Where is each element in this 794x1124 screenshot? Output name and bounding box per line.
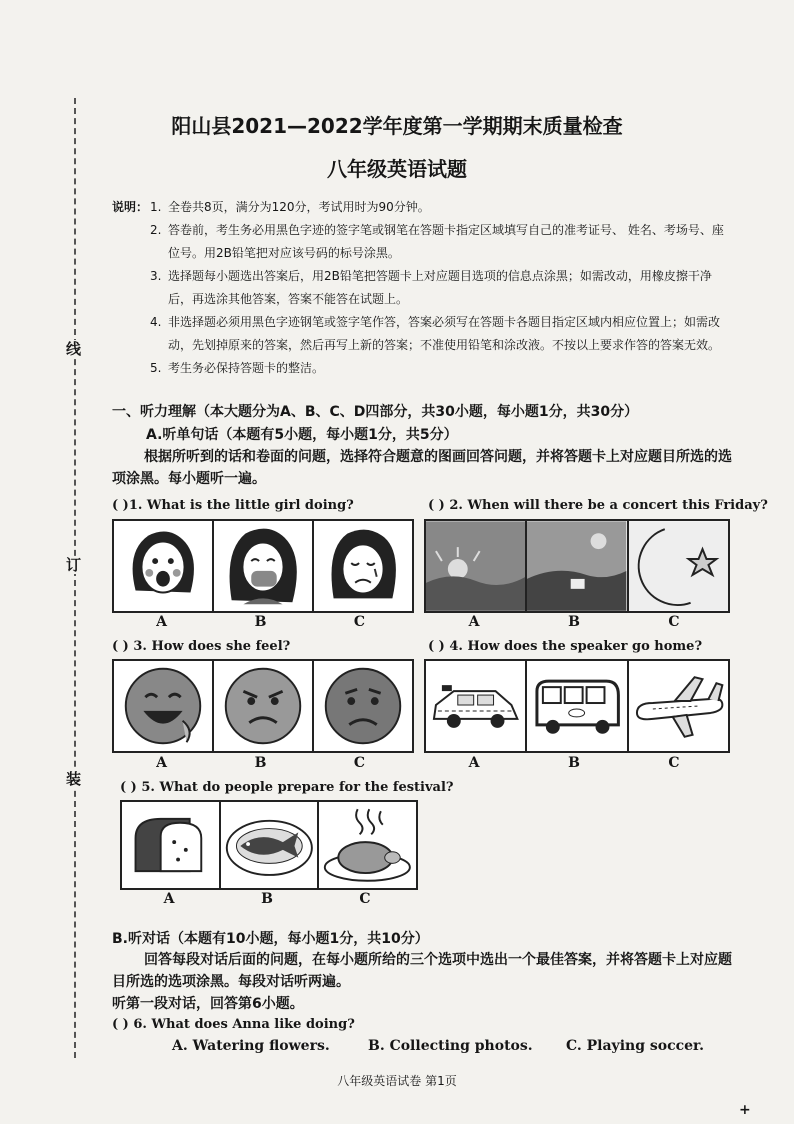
q4-picture-strip: [424, 659, 730, 753]
option-letter: A: [468, 614, 480, 630]
note-text: 答卷前，考生务必用黑色字迹的签字笔或钢笔在答题卡指定区域填写自己的准考证号、 姓名、考场号、座位号。用2B铅笔把对应该号码的标号涂黑。: [168, 223, 724, 260]
q3-picture-a-laughing-face: [114, 661, 214, 751]
partA-heading: A.听单句话（本题有5小题，每小题1分，共5分）: [146, 427, 458, 443]
binding-char-bind: 装: [66, 770, 82, 788]
q5-picture-strip: [120, 800, 418, 890]
page-footer: 八年级英语试卷 第1页: [337, 1074, 457, 1088]
note-number: 5.: [150, 361, 162, 375]
question-2: ( ) 2. When will there be a concert this Friday?: [428, 498, 768, 513]
binding-char-line: 线: [66, 340, 82, 358]
note-number: 4.: [150, 315, 162, 329]
q2-option-letters: [424, 614, 726, 630]
q2-picture-c-night-moon: [629, 521, 728, 611]
option-letter: A: [156, 614, 167, 630]
option-letter: C: [353, 614, 366, 630]
note-text: 选择题每小题选出答案后，用2B铅笔把答题卡上对应题目选项的信息点涂黑；如需改动，用橡皮擦干净后，再选涂其他答案，答案不能答在试题上。: [168, 269, 712, 306]
q6-option-b: B. Collecting photos.: [368, 1038, 533, 1054]
exam-subtitle: 八年级英语试题: [327, 157, 467, 181]
q4-option-letters: [424, 755, 726, 771]
q5-picture-c-roast-chicken: [319, 802, 416, 888]
option-letter: B: [254, 755, 267, 771]
note-number: 2.: [150, 223, 162, 237]
exam-title: 阳山县2021—2022学年度第一学期期末质量检查: [171, 114, 623, 138]
binding-char-order: 订: [66, 556, 82, 574]
section1-heading: 一、听力理解（本大题分为A、B、C、D四部分，共30小题，每小题1分，共30分）: [112, 404, 639, 420]
q1-picture-a-girl-shouting: [114, 521, 214, 611]
question-1: ( )1. What is the little girl doing?: [112, 498, 354, 513]
option-letter: B: [568, 755, 580, 771]
binding-dashed-line: [74, 98, 76, 1058]
q6-option-c: C. Playing soccer.: [566, 1038, 704, 1054]
option-letter: A: [468, 755, 480, 771]
note-text: 考生务必保持答题卡的整洁。: [168, 361, 325, 375]
option-letter: C: [353, 755, 366, 771]
q2-picture-a-morning-sun: [426, 521, 527, 611]
q1-picture-c-girl-crying: [314, 521, 412, 611]
option-letter: B: [261, 891, 273, 907]
option-letter: A: [156, 755, 167, 771]
q5-option-letters: [120, 891, 414, 907]
option-letter: A: [163, 891, 175, 907]
q4-picture-a-taxi: [426, 661, 527, 751]
q4-picture-c-airplane: [629, 661, 728, 751]
note-item: [112, 311, 732, 357]
partB-heading: B.听对话（本题有10小题，每小题1分，共10分）: [112, 931, 429, 947]
q6-option-a: A. Watering flowers.: [172, 1038, 330, 1054]
option-letter: C: [668, 755, 680, 771]
q1-option-letters: [112, 614, 410, 630]
option-letter: B: [254, 614, 267, 630]
q5-picture-a-bread: [122, 802, 221, 888]
option-letter: C: [668, 614, 680, 630]
note-item: [112, 265, 732, 311]
q3-picture-b-angry-face: [214, 661, 314, 751]
partA-instruction: 根据所听到的话和卷面的问题，选择符合题意的图画回答问题，并将答题卡上对应题目所选的选项涂黑。每小题听一遍。: [112, 449, 732, 487]
note-item: [112, 357, 732, 380]
instructions-block: [112, 196, 732, 380]
question-6: ( ) 6. What does Anna like doing?: [112, 1017, 355, 1032]
q3-picture-strip: [112, 659, 414, 753]
note-number: 3.: [150, 269, 162, 283]
q2-picture-strip: [424, 519, 730, 613]
q3-option-letters: [112, 755, 410, 771]
corner-mark: +: [739, 1102, 751, 1118]
note-text: 全卷共8页，满分为120分，考试用时为90分钟。: [168, 200, 430, 214]
q1-picture-strip: [112, 519, 414, 613]
q4-picture-b-bus: [527, 661, 628, 751]
note-number: 1.: [150, 200, 162, 214]
q2-picture-b-afternoon-house: [527, 521, 628, 611]
q1-picture-b-girl-laughing: [214, 521, 314, 611]
notes-label: 说明：: [112, 200, 149, 214]
question-3: ( ) 3. How does she feel?: [112, 639, 291, 654]
partB-instruction: 回答每段对话后面的问题，在每小题所给的三个选项中选出一个最佳答案，并将答题卡上对应题目所选的选项涂黑。每段对话听两遍。: [112, 952, 732, 990]
note-item: [112, 219, 732, 265]
question-4: ( ) 4. How does the speaker go home?: [428, 639, 703, 654]
question-5: ( ) 5. What do people prepare for the festival?: [120, 780, 454, 795]
option-letter: C: [359, 891, 371, 907]
dialogue-1-intro: 听第一段对话，回答第6小题。: [112, 996, 304, 1012]
option-letter: B: [568, 614, 580, 630]
note-text: 非选择题必须用黑色字迹钢笔或签字笔作答，答案必须写在答题卡各题目指定区域内相应位置上；如需改动，先划掉原来的答案，然后再写上新的答案；不准使用铅笔和涂改液。不按以上要求作答的答案无效。: [168, 315, 721, 352]
q5-picture-b-fish-dish: [221, 802, 320, 888]
note-item: [112, 196, 732, 219]
q3-picture-c-sad-face: [314, 661, 412, 751]
